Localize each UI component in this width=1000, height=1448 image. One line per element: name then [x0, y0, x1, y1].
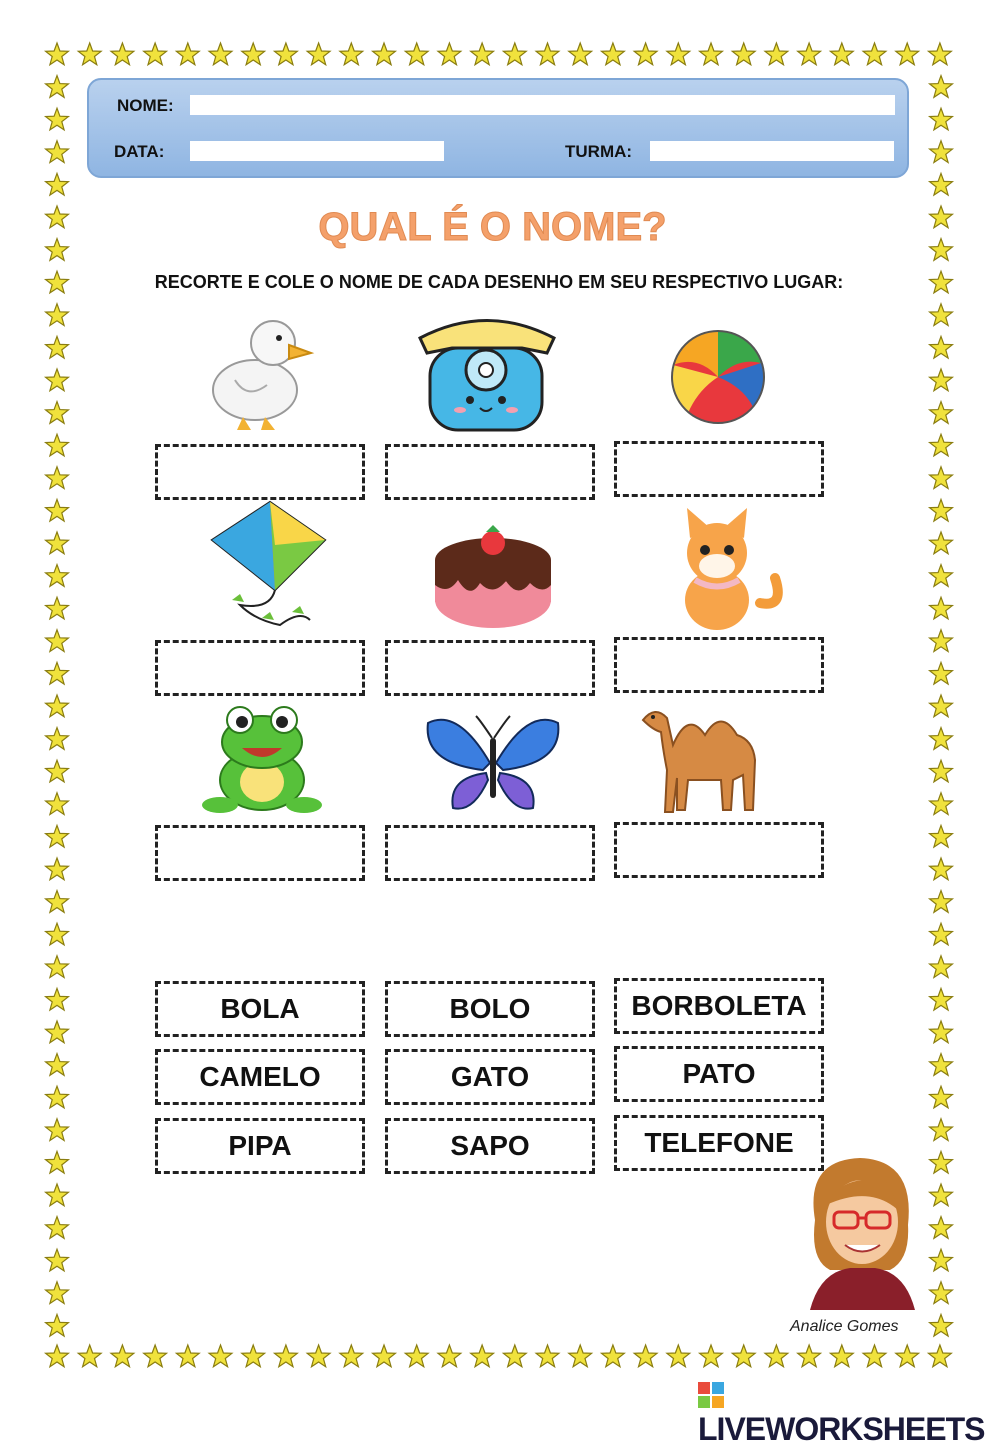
duck-icon: [185, 305, 335, 435]
star-icon: [46, 956, 69, 978]
star-icon: [830, 43, 853, 65]
frog-icon: [190, 700, 340, 830]
star-icon: [634, 43, 657, 65]
star-icon: [78, 43, 101, 65]
star-icon: [930, 565, 953, 587]
star-icon: [930, 923, 953, 945]
star-icon: [569, 43, 592, 65]
star-icon: [307, 43, 330, 65]
star-icon: [438, 1345, 461, 1367]
star-icon: [930, 499, 953, 521]
star-icon: [930, 662, 953, 684]
star-icon: [405, 1345, 428, 1367]
author-signature: Analice Gomes: [790, 1318, 899, 1335]
star-icon: [46, 467, 69, 489]
star-icon: [930, 1086, 953, 1108]
star-icon: [111, 1345, 134, 1367]
star-icon: [503, 43, 526, 65]
star-icon: [929, 1345, 952, 1367]
date-field[interactable]: [190, 141, 444, 161]
star-icon: [930, 858, 953, 880]
star-icon: [667, 43, 690, 65]
star-icon: [602, 1345, 625, 1367]
answer-slot-1[interactable]: [155, 444, 365, 500]
star-icon: [930, 141, 953, 163]
instruction-text: RECORTE E COLE O NOME DE CADA DESENHO EM SEU RESPECTIVO LUGAR:: [154, 272, 844, 292]
star-icon: [930, 1054, 953, 1076]
star-icon: [373, 1345, 396, 1367]
star-icon: [405, 43, 428, 65]
star-icon: [46, 825, 69, 847]
liveworksheets-logo-icon: [698, 1382, 724, 1408]
star-icon: [930, 467, 953, 489]
cake-icon: [418, 515, 568, 645]
star-icon: [536, 1345, 559, 1367]
star-icon: [930, 1249, 953, 1271]
star-icon: [46, 76, 69, 98]
star-icon: [46, 434, 69, 456]
author-avatar: [790, 1150, 930, 1310]
star-icon: [46, 1151, 69, 1173]
student-info-box: [87, 78, 909, 178]
kite-icon: [200, 500, 350, 630]
star-icon: [46, 499, 69, 521]
name-field[interactable]: [190, 95, 895, 115]
star-icon: [46, 402, 69, 424]
star-icon: [46, 1282, 69, 1304]
star-icon: [930, 891, 953, 913]
star-icon: [863, 1345, 886, 1367]
star-icon: [46, 662, 69, 684]
star-icon: [209, 1345, 232, 1367]
star-icon: [176, 43, 199, 65]
beach-ball-icon: [643, 315, 793, 445]
footer-brand-text: LIVEWORKSHEETS: [698, 1411, 985, 1447]
word-card-gato[interactable]: GATO: [385, 1049, 595, 1105]
star-icon: [536, 43, 559, 65]
star-icon: [930, 597, 953, 619]
star-icon: [340, 1345, 363, 1367]
star-icon: [930, 108, 953, 130]
star-icon: [46, 728, 69, 750]
star-icon: [46, 597, 69, 619]
word-card-bolo[interactable]: BOLO: [385, 981, 595, 1037]
star-icon: [930, 434, 953, 456]
star-icon: [930, 956, 953, 978]
star-icon: [275, 1345, 298, 1367]
answer-slot-6[interactable]: [614, 637, 824, 693]
word-card-bola[interactable]: BOLA: [155, 981, 365, 1037]
star-icon: [46, 1054, 69, 1076]
star-icon: [602, 43, 625, 65]
word-card-borboleta[interactable]: BORBOLETA: [614, 978, 824, 1034]
star-icon: [930, 1119, 953, 1141]
star-icon: [930, 1021, 953, 1043]
star-icon: [930, 988, 953, 1010]
star-icon: [373, 43, 396, 65]
star-icon: [46, 1345, 69, 1367]
star-icon: [46, 630, 69, 652]
star-icon: [700, 43, 723, 65]
star-icon: [930, 1151, 953, 1173]
star-icon: [46, 369, 69, 391]
star-icon: [46, 1086, 69, 1108]
star-icon: [930, 1184, 953, 1206]
liveworksheets-logo: [698, 1374, 1000, 1448]
star-icon: [307, 1345, 330, 1367]
star-icon: [569, 1345, 592, 1367]
date-label: DATA:: [114, 142, 165, 161]
cat-icon: [645, 508, 795, 638]
star-icon: [275, 43, 298, 65]
star-icon: [46, 1119, 69, 1141]
star-icon: [798, 43, 821, 65]
star-icon: [798, 1345, 821, 1367]
star-icon: [930, 402, 953, 424]
star-icon: [242, 43, 265, 65]
star-icon: [46, 43, 69, 65]
star-icon: [46, 695, 69, 717]
star-icon: [930, 793, 953, 815]
star-icon: [46, 1249, 69, 1271]
star-icon: [46, 1021, 69, 1043]
star-icon: [78, 1345, 101, 1367]
word-card-telefone[interactable]: TELEFONE: [614, 1115, 824, 1171]
star-icon: [46, 532, 69, 554]
answer-slot-8[interactable]: [385, 825, 595, 881]
star-icon: [930, 728, 953, 750]
star-icon: [46, 891, 69, 913]
star-icon: [930, 1217, 953, 1239]
star-icon: [930, 76, 953, 98]
star-icon: [896, 1345, 919, 1367]
star-icon: [46, 141, 69, 163]
star-icon: [667, 1345, 690, 1367]
star-icon: [930, 630, 953, 652]
star-icon: [732, 43, 755, 65]
class-label: TURMA:: [565, 142, 633, 161]
star-icon: [144, 43, 167, 65]
star-icon: [46, 760, 69, 782]
star-icon: [471, 1345, 494, 1367]
star-icon: [176, 1345, 199, 1367]
camel-icon: [633, 700, 783, 830]
star-icon: [930, 825, 953, 847]
star-icon: [46, 988, 69, 1010]
star-icon: [46, 1184, 69, 1206]
star-icon: [111, 43, 134, 65]
star-icon: [896, 43, 919, 65]
star-icon: [242, 1345, 265, 1367]
star-icon: [46, 858, 69, 880]
telephone-icon: [412, 308, 562, 438]
answer-slot-3[interactable]: [614, 441, 824, 497]
star-icon: [930, 1314, 953, 1336]
word-card-camelo[interactable]: CAMELO: [155, 1049, 365, 1105]
star-icon: [46, 1217, 69, 1239]
star-icon: [46, 304, 69, 326]
class-field[interactable]: [650, 141, 894, 161]
answer-slot-2[interactable]: [385, 444, 595, 500]
star-icon: [46, 336, 69, 358]
star-icon: [930, 1282, 953, 1304]
star-icon: [471, 43, 494, 65]
star-icon: [930, 369, 953, 391]
star-icon: [209, 43, 232, 65]
star-icon: [765, 1345, 788, 1367]
answer-slot-7[interactable]: [155, 825, 365, 881]
star-icon: [46, 173, 69, 195]
star-icon: [930, 760, 953, 782]
star-icon: [732, 1345, 755, 1367]
name-label: NOME:: [117, 96, 174, 115]
star-icon: [46, 1314, 69, 1336]
star-icon: [46, 793, 69, 815]
star-icon: [46, 923, 69, 945]
star-icon: [503, 1345, 526, 1367]
star-icon: [438, 43, 461, 65]
star-icon: [930, 173, 953, 195]
answer-slot-9[interactable]: [614, 822, 824, 878]
star-icon: [634, 1345, 657, 1367]
star-icon: [340, 43, 363, 65]
page-title: QUAL É O NOME?: [318, 205, 667, 249]
word-card-pipa[interactable]: PIPA: [155, 1118, 365, 1174]
star-icon: [765, 43, 788, 65]
star-icon: [930, 695, 953, 717]
star-icon: [930, 304, 953, 326]
star-icon: [46, 565, 69, 587]
word-card-sapo[interactable]: SAPO: [385, 1118, 595, 1174]
butterfly-icon: [418, 708, 568, 838]
answer-slot-4[interactable]: [155, 640, 365, 696]
star-icon: [700, 1345, 723, 1367]
word-card-pato[interactable]: PATO: [614, 1046, 824, 1102]
star-icon: [930, 336, 953, 358]
star-icon: [144, 1345, 167, 1367]
star-icon: [930, 532, 953, 554]
star-icon: [830, 1345, 853, 1367]
answer-slot-5[interactable]: [385, 640, 595, 696]
star-icon: [863, 43, 886, 65]
star-icon: [929, 43, 952, 65]
star-icon: [46, 108, 69, 130]
